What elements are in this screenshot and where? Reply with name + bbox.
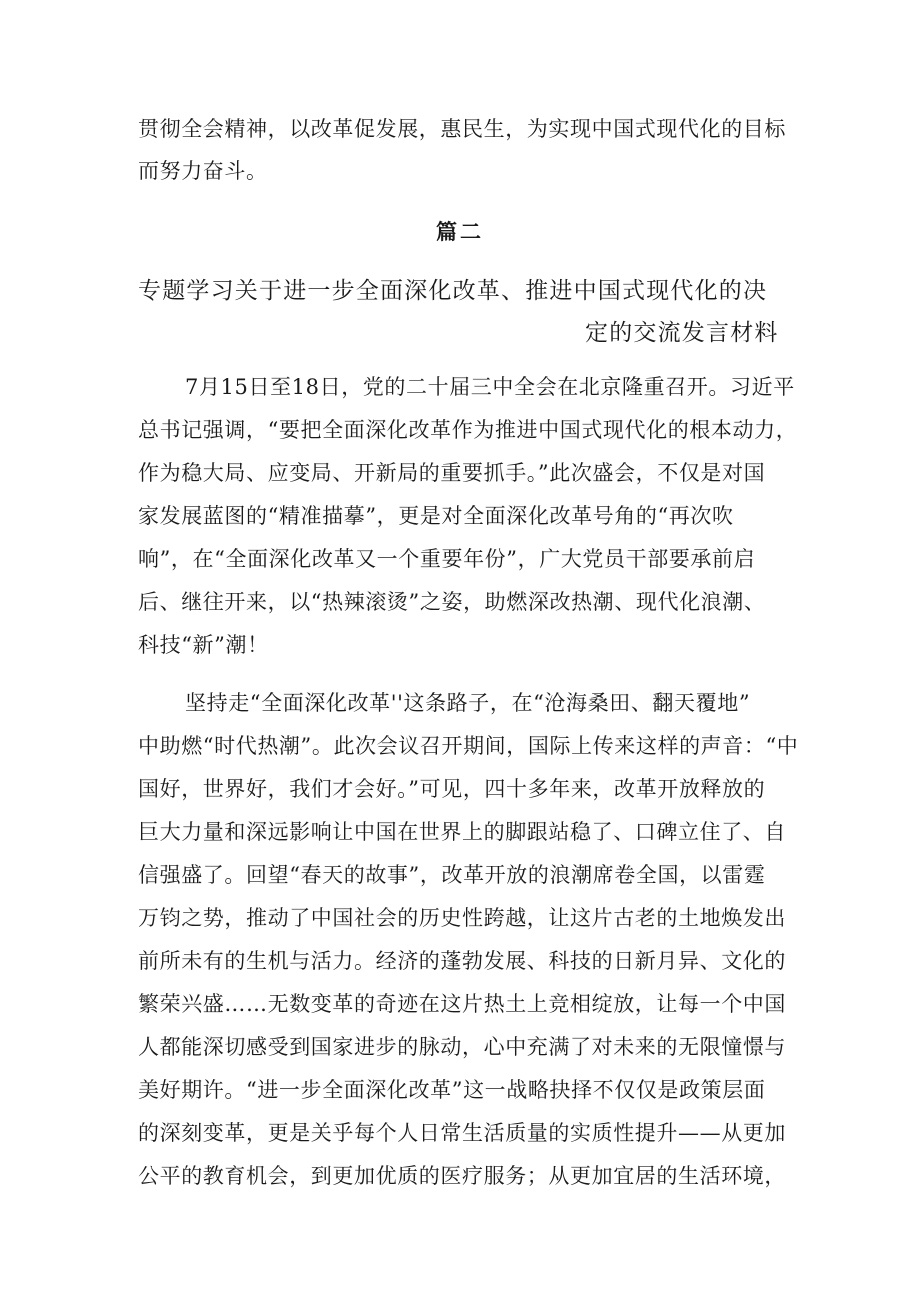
section-heading: 篇二: [436, 219, 484, 244]
text-line: 家发展蓝图的“精准描摹”，更是对全面深化改革号角的“再次吹: [138, 504, 734, 528]
title-line-2: 定的交流发言材料: [585, 320, 779, 346]
text-line: 而努力奋斗。: [138, 159, 268, 183]
text-line: 科技“新”潮！: [138, 633, 269, 657]
text-line: 美好期许。“进一步全面深化改革”这一战略抉择不仅仅是政策层面: [138, 1078, 766, 1102]
text-line: 国好，世界好，我们才会好。”可见，四十多年来，改革开放释放的: [138, 777, 766, 801]
text-line: 响”，在“全面深化改革又一个重要年份”，广大党员干部要承前启: [138, 547, 756, 571]
text-line: 后、继往开来，以“热辣滚烫”之姿，助燃深改热潮、现代化浪潮、: [138, 590, 766, 614]
text-line: 信强盛了。回望“春天的故事”，改革开放的浪潮席卷全国，以雷霆: [138, 863, 766, 887]
text-line: 前所未有的生机与活力。经济的蓬勃发展、科技的日新月异、文化的: [138, 949, 786, 973]
text-line: 总书记强调，“要把全面深化改革作为推进中国式现代化的根本动力，: [138, 418, 798, 442]
title-line-1: 专题学习关于进一步全面深化改革、推进中国式现代化的决: [138, 278, 768, 304]
text-line: 繁荣兴盛……无数变革的奇迹在这片热土上竞相绽放，让每一个中国: [138, 992, 786, 1016]
text-line: 坚持走“全面深化改革''这条路子，在“沧海桑田、翻天覆地”: [185, 691, 751, 715]
text-line: 公平的教育机会，到更加优质的医疗服务；从更加宜居的生活环境，: [138, 1164, 786, 1188]
text-line: 中助燃“时代热潮”。此次会议召开期间，国际上传来这样的声音：“中: [138, 734, 799, 758]
text-line: 的深刻变革，更是关乎每个人日常生活质量的实质性提升——从更加: [138, 1121, 786, 1145]
text-line: 人都能深切感受到国家进步的脉动，心中充满了对未来的无限憧憬与: [138, 1035, 786, 1059]
text-line: 万钧之势，推动了中国社会的历史性跨越，让这片古老的土地焕发出: [138, 906, 786, 930]
text-line: 作为稳大局、应变局、开新局的重要抓手。”此次盛会，不仅是对国: [138, 461, 766, 485]
text-line: 贯彻全会精神，以改革促发展，惠民生，为实现中国式现代化的目标: [138, 117, 786, 141]
text-line: 巨大力量和深远影响让中国在世界上的脚跟站稳了、口碑立住了、自: [138, 820, 786, 844]
text-line: 7月15日至18日，党的二十届三中全会在北京隆重召开。习近平: [185, 375, 795, 399]
